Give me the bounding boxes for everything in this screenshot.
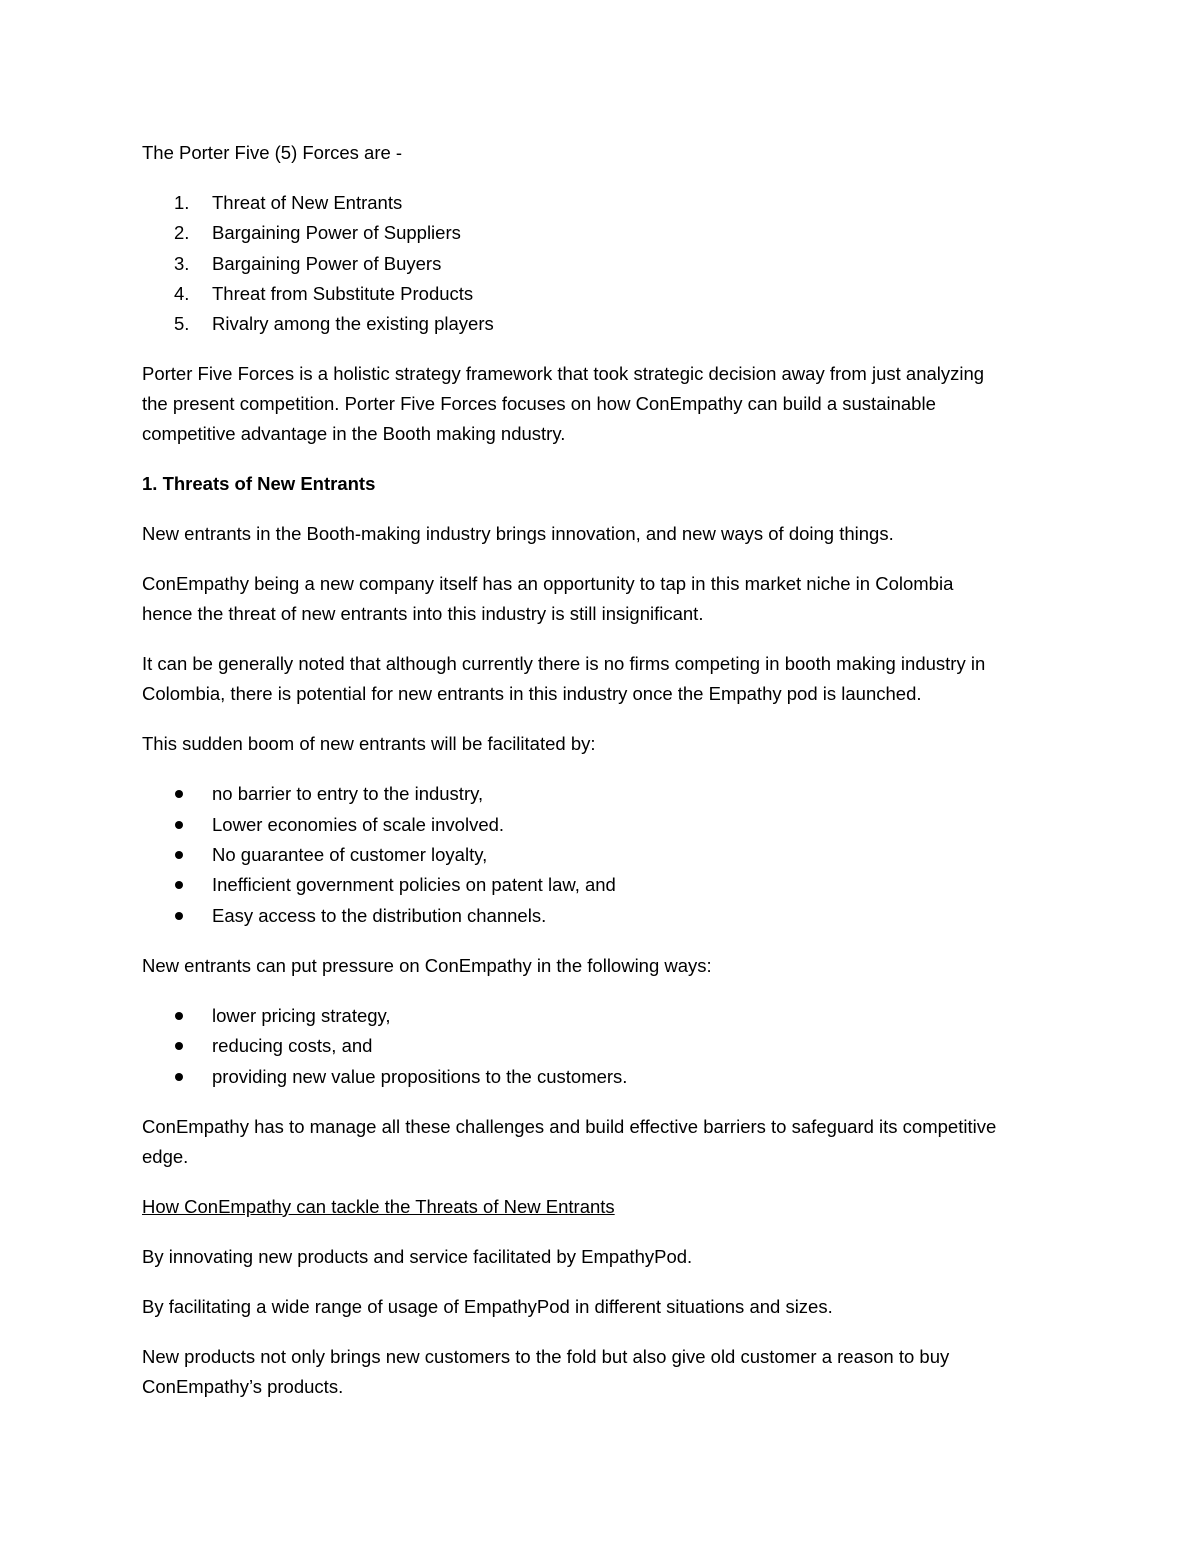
list-number: 1. xyxy=(174,192,190,213)
list-item-text: reducing costs, and xyxy=(212,1035,373,1057)
text-line: Porter Five Forces is a holistic strategy framework that took strategic decision away from just analyzing xyxy=(142,363,985,385)
five-forces-list xyxy=(142,188,1060,339)
list-item xyxy=(142,309,1060,339)
text-line: hence the threat of new entrants into this industry is still insignificant. xyxy=(142,603,704,625)
list-item xyxy=(142,901,1060,931)
bullet-icon xyxy=(175,1042,183,1050)
list-number: 3. xyxy=(174,252,190,274)
pressure-paragraph: New entrants can put pressure on ConEmpathy in the following ways: xyxy=(142,954,712,976)
bullet-icon xyxy=(175,1073,183,1081)
text-line: New products not only brings new customers to the fold but also give old customer a reason to buy xyxy=(142,1345,950,1367)
list-item-text: Inefficient government policies on patent law, and xyxy=(212,874,616,896)
opportunity-paragraph xyxy=(142,569,1060,629)
bullet-icon xyxy=(175,881,183,889)
list-item xyxy=(142,1062,1060,1092)
text-line: Colombia, there is potential for new entrants in this industry once the Empathy pod is launched. xyxy=(142,683,922,705)
subsection-heading: How ConEmpathy can tackle the Threats of New Entrants xyxy=(142,1195,615,1217)
list-item-text: no barrier to entry to the industry, xyxy=(212,783,484,805)
list-item-text: Lower economies of scale involved. xyxy=(212,813,505,835)
list-item-text: Threat of New Entrants xyxy=(212,192,403,213)
text-line: the present competition. Porter Five Forces focuses on how ConEmpathy can build a sustainable xyxy=(142,393,936,415)
list-item-text: lower pricing strategy, xyxy=(212,1004,391,1026)
text-line: competitive advantage in the Booth making ndustry. xyxy=(142,423,566,445)
intro-paragraph: The Porter Five (5) Forces are - xyxy=(142,142,403,163)
list-item-text: Bargaining Power of Buyers xyxy=(212,252,442,274)
bullet-icon xyxy=(175,821,183,829)
list-item xyxy=(142,188,1060,218)
list-item xyxy=(142,1001,1060,1031)
list-item-text: Bargaining Power of Suppliers xyxy=(212,222,461,244)
list-item xyxy=(142,810,1060,840)
text-line: ConEmpathy’s products. xyxy=(142,1375,344,1397)
new-products-paragraph xyxy=(142,1342,1060,1402)
bullet-icon xyxy=(175,851,183,859)
list-number: 4. xyxy=(174,282,190,304)
list-item xyxy=(142,249,1060,279)
list-item xyxy=(142,279,1060,309)
list-item xyxy=(142,1031,1060,1061)
facilitating-paragraph: By facilitating a wide range of usage of EmpathyPod in different situations and sizes. xyxy=(142,1295,833,1317)
text-line: It can be generally noted that although currently there is no firms competing in booth making industry in xyxy=(142,653,986,675)
innovation-paragraph: New entrants in the Booth-making industry brings innovation, and new ways of doing things. xyxy=(142,523,894,545)
document-body xyxy=(142,138,1060,1422)
bullet-icon xyxy=(175,912,183,920)
text-line: edge. xyxy=(142,1145,189,1167)
list-item-text: Easy access to the distribution channels. xyxy=(212,904,547,926)
list-number: 2. xyxy=(174,222,190,244)
list-item xyxy=(142,218,1060,248)
boom-factors-list xyxy=(142,779,1060,930)
bullet-icon xyxy=(175,1012,183,1020)
bullet-icon xyxy=(175,790,183,798)
list-item-text: Threat from Substitute Products xyxy=(212,282,474,304)
noted-paragraph xyxy=(142,649,1060,709)
pressure-ways-list xyxy=(142,1001,1060,1092)
list-item xyxy=(142,779,1060,809)
framework-paragraph xyxy=(142,359,1060,449)
boom-paragraph: This sudden boom of new entrants will be facilitated by: xyxy=(142,733,596,755)
text-line: ConEmpathy being a new company itself has an opportunity to tap in this market niche in Colombia xyxy=(142,573,954,595)
list-item xyxy=(142,840,1060,870)
manage-paragraph xyxy=(142,1112,1060,1172)
text-line: ConEmpathy has to manage all these challenges and build effective barriers to safeguard its competitive xyxy=(142,1115,997,1137)
list-item-text: Rivalry among the existing players xyxy=(212,313,494,335)
section-heading: 1. Threats of New Entrants xyxy=(142,473,376,495)
innovating-paragraph: By innovating new products and service facilitated by EmpathyPod. xyxy=(142,1245,693,1267)
list-item-text: No guarantee of customer loyalty, xyxy=(212,844,488,866)
list-item xyxy=(142,870,1060,900)
list-item-text: providing new value propositions to the customers. xyxy=(212,1065,628,1087)
list-number: 5. xyxy=(174,313,190,335)
